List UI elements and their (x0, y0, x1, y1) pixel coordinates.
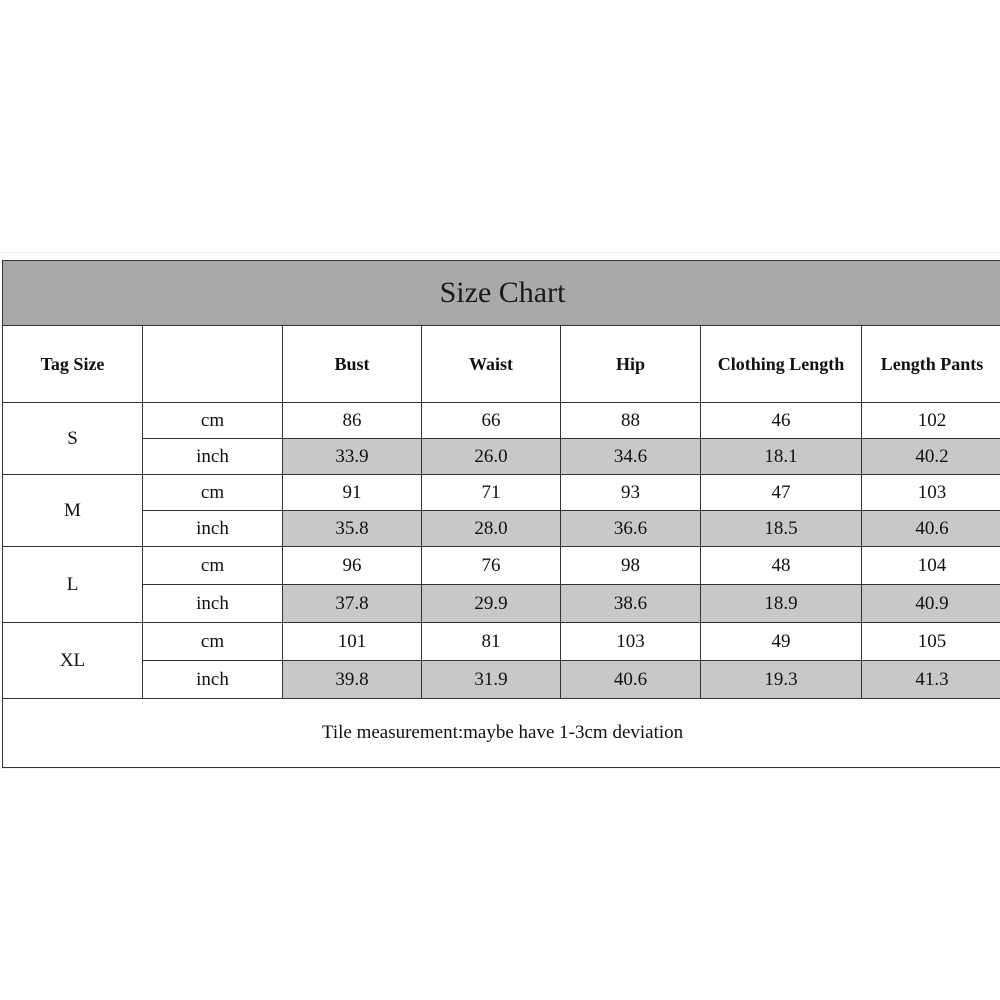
header-bust: Bust (283, 326, 422, 403)
waist-value: 29.9 (422, 585, 561, 623)
header-length-pants: Length Pants (862, 326, 1000, 403)
waist-value: 81 (422, 623, 561, 661)
table-row (3, 661, 1000, 699)
unit-cm: cm (143, 475, 283, 511)
hip-value: 98 (561, 547, 701, 585)
length-pants-value: 105 (862, 623, 1000, 661)
hip-value: 103 (561, 623, 701, 661)
clothing-length-value: 46 (701, 403, 862, 439)
header-tag-size: Tag Size (3, 326, 143, 403)
clothing-length-value: 18.1 (701, 439, 862, 475)
unit-inch: inch (143, 661, 283, 699)
table-title: Size Chart (3, 261, 1000, 326)
table-row (3, 475, 1000, 511)
title-row (3, 261, 1000, 326)
length-pants-value: 40.6 (862, 511, 1000, 547)
tag-size-m: M (3, 475, 143, 547)
length-pants-value: 103 (862, 475, 1000, 511)
bust-value: 101 (283, 623, 422, 661)
clothing-length-value: 47 (701, 475, 862, 511)
unit-inch: inch (143, 439, 283, 475)
clothing-length-value: 49 (701, 623, 862, 661)
waist-value: 71 (422, 475, 561, 511)
waist-value: 66 (422, 403, 561, 439)
hip-value: 38.6 (561, 585, 701, 623)
length-pants-value: 40.9 (862, 585, 1000, 623)
tag-size-s: S (3, 403, 143, 475)
unit-cm: cm (143, 623, 283, 661)
table-row (3, 585, 1000, 623)
measurement-note: Tile measurement:maybe have 1-3cm deviation (3, 699, 1000, 768)
unit-inch: inch (143, 511, 283, 547)
guide-line-bottom (0, 768, 1000, 769)
clothing-length-value: 48 (701, 547, 862, 585)
hip-value: 93 (561, 475, 701, 511)
guide-line-top (0, 252, 1000, 253)
table-row (3, 511, 1000, 547)
clothing-length-value: 18.9 (701, 585, 862, 623)
bust-value: 39.8 (283, 661, 422, 699)
unit-cm: cm (143, 403, 283, 439)
bust-value: 33.9 (283, 439, 422, 475)
table-row (3, 439, 1000, 475)
waist-value: 26.0 (422, 439, 561, 475)
header-hip: Hip (561, 326, 701, 403)
tag-size-xl: XL (3, 623, 143, 699)
header-unit (143, 326, 283, 403)
waist-value: 31.9 (422, 661, 561, 699)
bust-value: 96 (283, 547, 422, 585)
length-pants-value: 40.2 (862, 439, 1000, 475)
bust-value: 37.8 (283, 585, 422, 623)
tag-size-l: L (3, 547, 143, 623)
table-row (3, 547, 1000, 585)
hip-value: 88 (561, 403, 701, 439)
header-clothing-length: Clothing Length (701, 326, 862, 403)
length-pants-value: 41.3 (862, 661, 1000, 699)
size-chart-table (2, 260, 1000, 768)
clothing-length-value: 18.5 (701, 511, 862, 547)
unit-cm: cm (143, 547, 283, 585)
note-row (3, 699, 1000, 768)
bust-value: 91 (283, 475, 422, 511)
length-pants-value: 102 (862, 403, 1000, 439)
waist-value: 76 (422, 547, 561, 585)
hip-value: 36.6 (561, 511, 701, 547)
hip-value: 40.6 (561, 661, 701, 699)
header-waist: Waist (422, 326, 561, 403)
clothing-length-value: 19.3 (701, 661, 862, 699)
unit-inch: inch (143, 585, 283, 623)
table-row (3, 403, 1000, 439)
header-row (3, 326, 1000, 403)
table-row (3, 623, 1000, 661)
hip-value: 34.6 (561, 439, 701, 475)
length-pants-value: 104 (862, 547, 1000, 585)
bust-value: 86 (283, 403, 422, 439)
bust-value: 35.8 (283, 511, 422, 547)
waist-value: 28.0 (422, 511, 561, 547)
